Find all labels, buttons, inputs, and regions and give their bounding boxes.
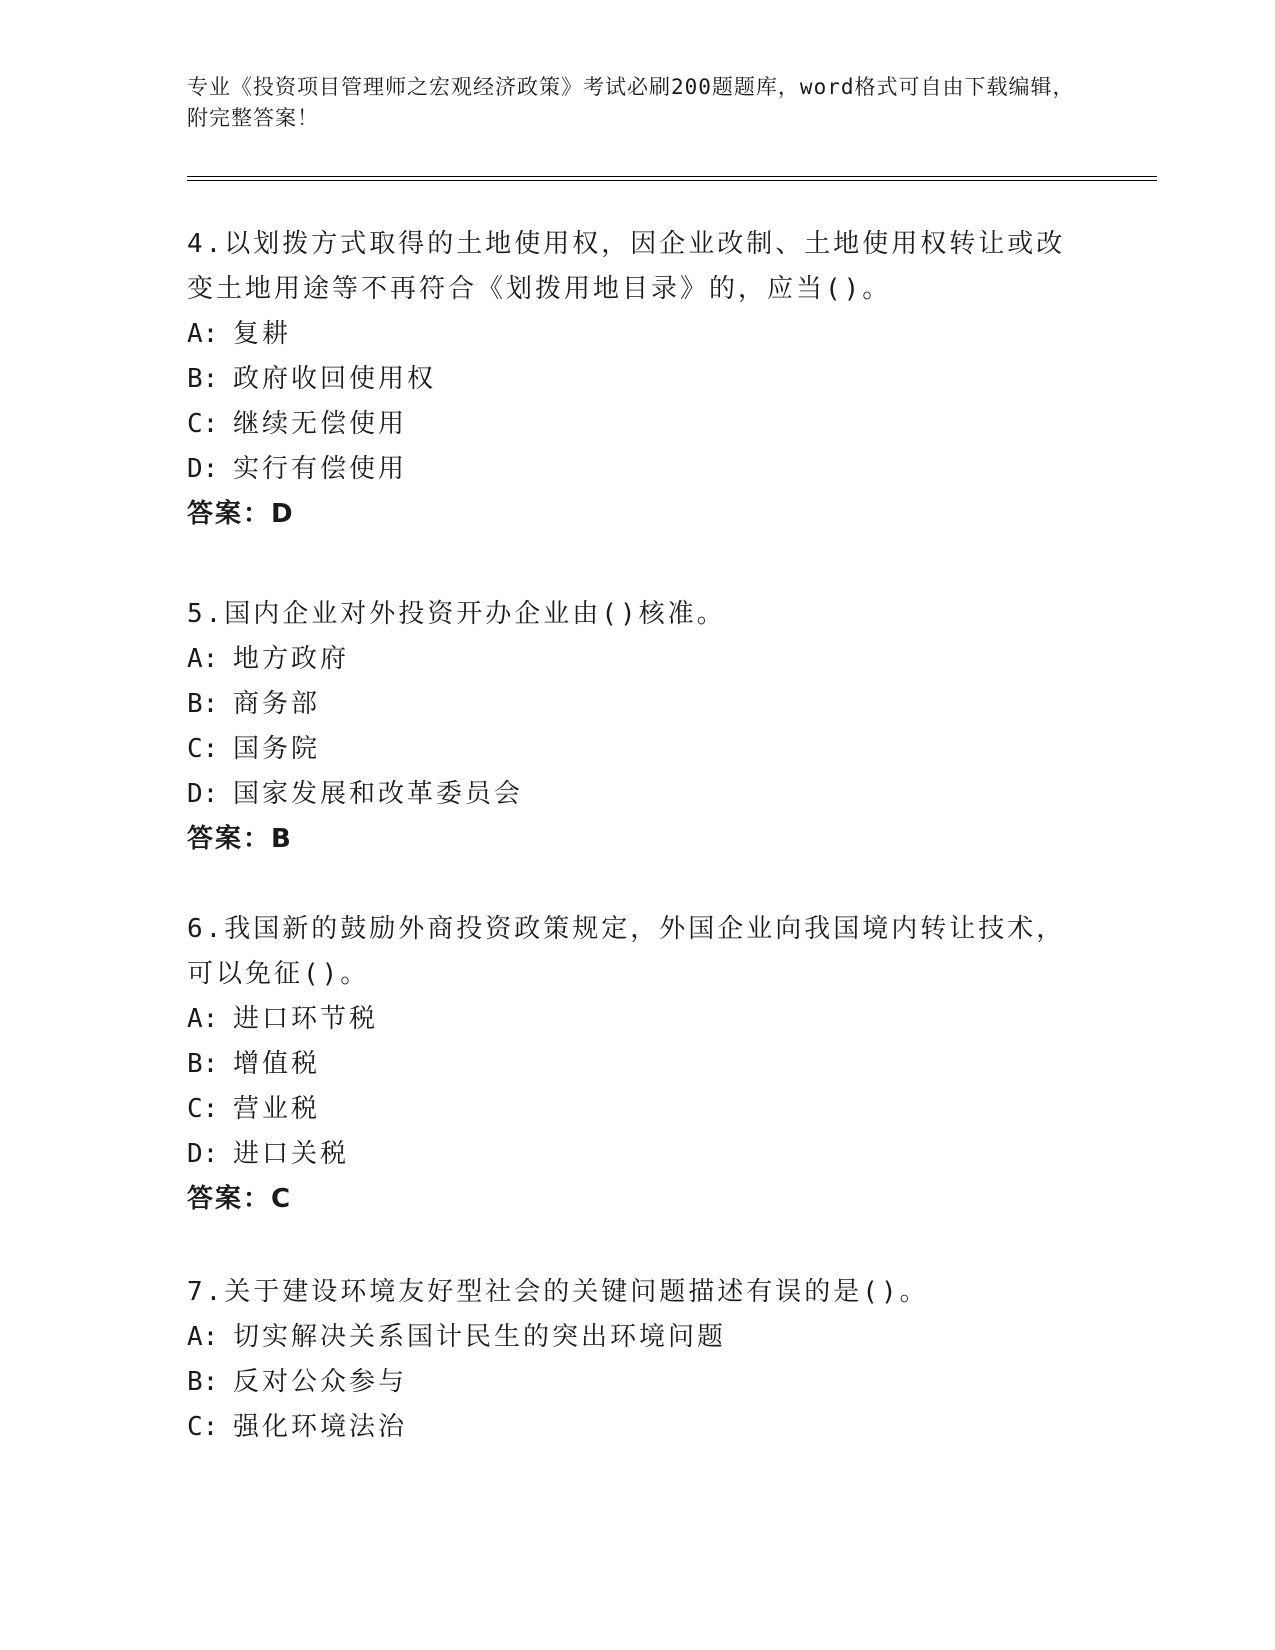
header-intro-text: 专业《投资项目管理师之宏观经济政策》考试必刷200题题库，word格式可自由下载编辑，附完整答案！	[187, 75, 1075, 130]
option-a	[187, 637, 1087, 682]
question-stem: 5.国内企业对外投资开办企业由()核准。	[187, 599, 726, 629]
option-b	[187, 1042, 1087, 1087]
question-stem: 4.以划拨方式取得的土地使用权，因企业改制、土地使用权转让或改变土地用途等不再符合《划拨用地目录》的，应当()。	[187, 229, 1066, 304]
question-block	[187, 1270, 1087, 1450]
option-d	[187, 447, 1087, 492]
option-letter: A:	[187, 319, 219, 349]
option-a	[187, 997, 1087, 1042]
option-b	[187, 1360, 1087, 1405]
option-text: 反对公众参与	[233, 1367, 408, 1397]
option-text: 进口环节税	[233, 1004, 379, 1034]
question-stem: 6.我国新的鼓励外商投资政策规定，外国企业向我国境内转让技术，可以免征()。	[187, 914, 1066, 989]
option-c	[187, 1087, 1087, 1132]
option-letter: D:	[187, 454, 219, 484]
option-letter: B:	[187, 1049, 219, 1079]
option-letter: A:	[187, 644, 219, 674]
option-letter: B:	[187, 1367, 219, 1397]
option-text: 国家发展和改革委员会	[233, 779, 524, 809]
option-text: 切实解决关系国计民生的突出环境问题	[233, 1322, 727, 1352]
question-block	[187, 907, 1087, 1222]
option-a	[187, 312, 1087, 357]
option-text: 复耕	[233, 319, 292, 349]
option-d	[187, 1132, 1087, 1177]
option-text: 继续无偿使用	[233, 409, 408, 439]
answer-line: 答案：B	[187, 824, 293, 854]
option-letter: D:	[187, 779, 219, 809]
option-letter: A:	[187, 1004, 219, 1034]
question-block	[187, 222, 1087, 537]
option-c	[187, 402, 1087, 447]
option-letter: C:	[187, 409, 219, 439]
option-b	[187, 357, 1087, 402]
document-header	[187, 72, 1087, 134]
option-text: 国务院	[233, 734, 321, 764]
option-text: 强化环境法治	[233, 1412, 408, 1442]
answer-line: 答案：C	[187, 1184, 293, 1214]
option-text: 商务部	[233, 689, 321, 719]
option-letter: B:	[187, 364, 219, 394]
question-stem: 7.关于建设环境友好型社会的关键问题描述有误的是()。	[187, 1277, 929, 1307]
option-text: 营业税	[233, 1094, 321, 1124]
option-letter: A:	[187, 1322, 219, 1352]
option-text: 进口关税	[233, 1139, 350, 1169]
option-letter: C:	[187, 1094, 219, 1124]
option-text: 增值税	[233, 1049, 321, 1079]
option-c	[187, 1405, 1087, 1450]
question-block	[187, 592, 1087, 862]
option-letter: C:	[187, 1412, 219, 1442]
option-letter: C:	[187, 734, 219, 764]
option-d	[187, 772, 1087, 817]
option-c	[187, 727, 1087, 772]
option-text: 地方政府	[233, 644, 350, 674]
option-letter: D:	[187, 1139, 219, 1169]
option-b	[187, 682, 1087, 727]
answer-line: 答案：D	[187, 499, 295, 529]
option-text: 实行有偿使用	[233, 454, 408, 484]
option-letter: B:	[187, 689, 219, 719]
header-divider	[187, 176, 1157, 181]
option-a	[187, 1315, 1087, 1360]
option-text: 政府收回使用权	[233, 364, 437, 394]
